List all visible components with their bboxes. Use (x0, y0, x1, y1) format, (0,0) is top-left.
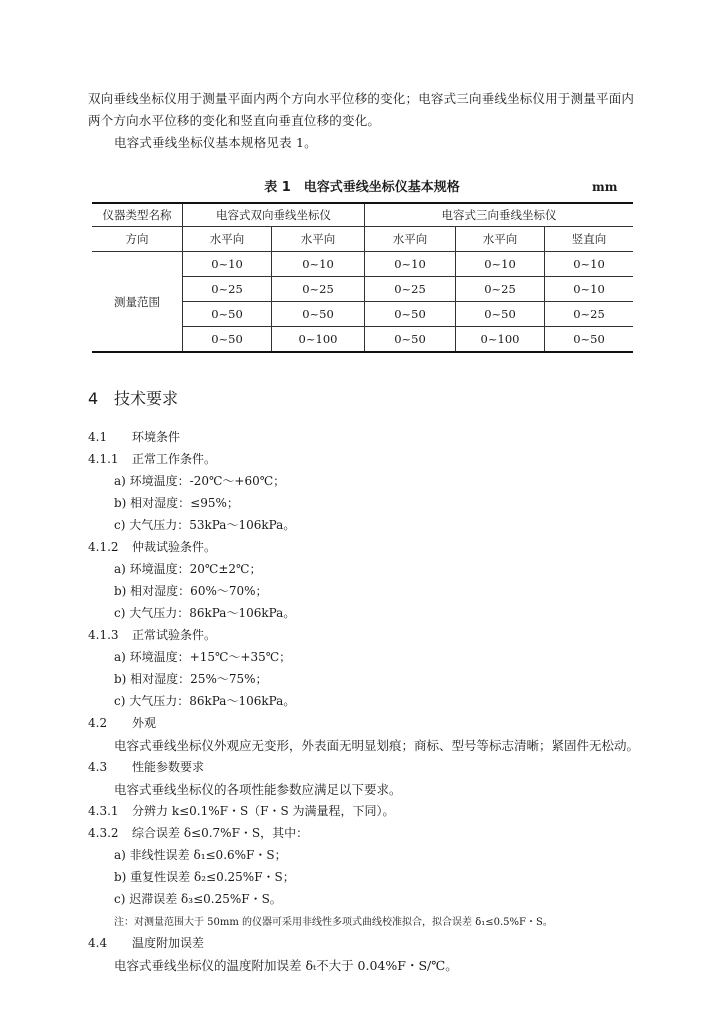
table-header-row (92, 203, 633, 227)
table-cell: 0~25 (365, 277, 456, 302)
table-cell: 0~25 (183, 277, 272, 302)
table-cell: 0~10 (272, 252, 365, 277)
section-heading (88, 386, 178, 409)
intro-paragraph (88, 88, 648, 132)
header-three-way: 电容式三向垂线坐标仪 (365, 203, 634, 227)
table-cell: 0~25 (545, 302, 634, 327)
table-cell: 0~10 (183, 252, 272, 277)
heading-4-3-2: 4.3.2 综合误差 δ≤0.7%F・S，其中： (88, 826, 309, 840)
heading-4-3: 4.3 性能参数要求 (88, 760, 205, 774)
list-item: c) 大气压力：86kPa～106kPa。 (114, 694, 296, 708)
heading-4-1-1: 4.1.1 正常工作条件。 (88, 452, 217, 466)
table-cell: 0~50 (545, 327, 634, 353)
list-item: a) 环境温度：+15℃～+35℃； (114, 650, 292, 664)
table-cell: 0~50 (365, 302, 456, 327)
body-text: 电容式垂线坐标仪的各项性能参数应满足以下要求。 (114, 782, 402, 797)
list-item: b) 重复性误差 δ₂≤0.25%F・S； (114, 870, 295, 884)
heading-4-4: 4.4 温度附加误差 (88, 936, 205, 950)
table-cell: 0~25 (272, 277, 365, 302)
body-text: 电容式垂线坐标仪的温度附加误差 δₜ不大于 0.04%F・S/℃。 (114, 958, 458, 973)
list-item: c) 迟滞误差 δ₃≤0.25%F・S。 (114, 892, 282, 906)
table-cell: 0~25 (456, 277, 545, 302)
heading-4-1-3: 4.1.3 正常试验条件。 (88, 628, 217, 642)
table-direction-row (92, 227, 633, 252)
note-text: 注：对测量范围大于 50mm 的仪器可采用非线性多项式曲线校准拟合，拟合误差 δ₁≤0.5%F・S。 (114, 917, 553, 928)
spec-table (92, 202, 633, 353)
section-number: 4 (88, 389, 99, 408)
table-cell: 0~10 (365, 252, 456, 277)
table-cell: 0~10 (545, 277, 634, 302)
table-cell: 0~50 (272, 302, 365, 327)
table-caption: 表 1 电容式垂线坐标仪基本规格 (264, 180, 460, 195)
table-cell: 0~10 (456, 252, 545, 277)
intro-line-1: 双向垂线坐标仪用于测量平面内两个方向水平位移的变化；电容式三向垂线坐标仪用于测量平面内 (88, 91, 635, 106)
heading-4-1-2: 4.1.2 仲裁试验条件。 (88, 540, 217, 554)
intro-line-2: 两个方向水平位移的变化和竖直向垂直位移的变化。 (88, 113, 381, 128)
table-cell: 0~100 (456, 327, 545, 353)
list-item: a) 环境温度：20℃±2℃； (114, 562, 262, 576)
list-item: c) 大气压力：86kPa～106kPa。 (114, 606, 296, 620)
direction-cell: 水平向 (456, 227, 545, 252)
table-cell: 0~50 (456, 302, 545, 327)
table-cell: 0~100 (272, 327, 365, 353)
table-cell: 0~50 (183, 327, 272, 353)
list-item: b) 相对湿度：60%～70%； (114, 584, 268, 598)
table-reference-paragraph: 电容式垂线坐标仪基本规格见表 1。 (114, 135, 317, 150)
heading-4-2: 4.2 外观 (88, 716, 157, 730)
direction-cell: 水平向 (365, 227, 456, 252)
list-item: c) 大气压力：53kPa～106kPa。 (114, 518, 296, 532)
table-cell: 0~50 (183, 302, 272, 327)
section-title: 技术要求 (114, 389, 179, 408)
body-text: 电容式垂线坐标仪外观应无变形，外表面无明显划痕；商标、型号等标志清晰；紧固件无松动。 (114, 738, 640, 753)
list-item: a) 环境温度：-20℃～+60℃； (114, 474, 286, 488)
header-two-way: 电容式双向垂线坐标仪 (183, 203, 365, 227)
range-label: 测量范围 (92, 252, 183, 353)
header-type-label: 仪器类型名称 (92, 203, 183, 227)
direction-cell: 水平向 (272, 227, 365, 252)
table-unit: mm (592, 180, 618, 194)
heading-4-3-1: 4.3.1 分辨力 k≤0.1%F・S（F・S 为满量程，下同）。 (88, 804, 395, 818)
direction-cell: 水平向 (183, 227, 272, 252)
direction-cell: 竖直向 (545, 227, 634, 252)
table-row (92, 252, 633, 277)
list-item: b) 相对湿度：≤95%； (114, 496, 239, 510)
table-cell: 0~50 (365, 327, 456, 353)
direction-label: 方向 (92, 227, 183, 252)
list-item: a) 非线性误差 δ₁≤0.6%F・S； (114, 848, 287, 862)
table-cell: 0~10 (545, 252, 634, 277)
list-item: b) 相对湿度：25%～75%； (114, 672, 268, 686)
heading-4-1: 4.1 环境条件 (88, 430, 181, 444)
